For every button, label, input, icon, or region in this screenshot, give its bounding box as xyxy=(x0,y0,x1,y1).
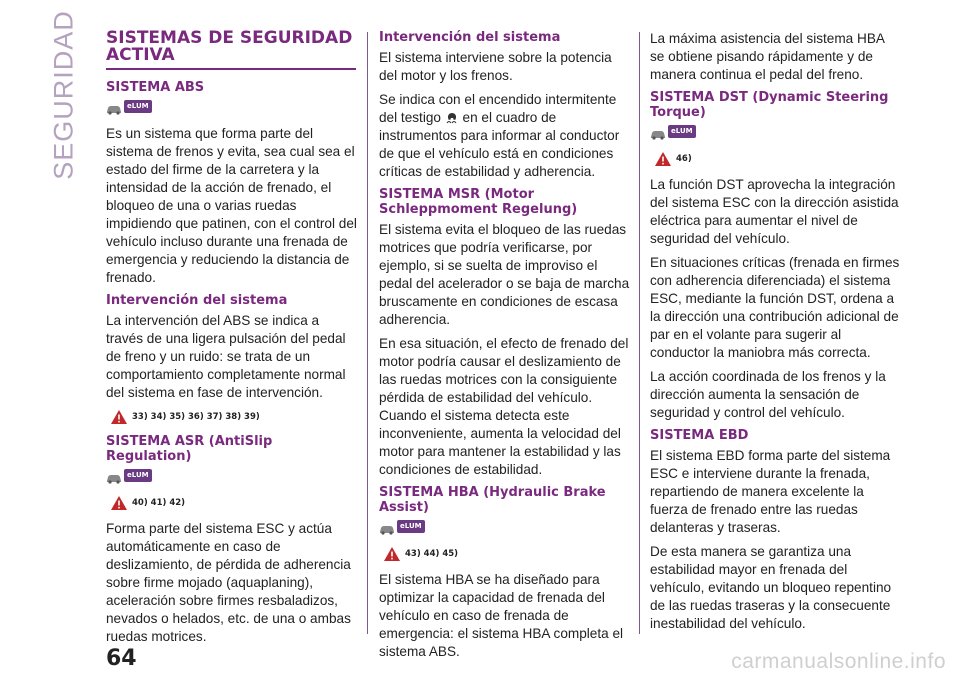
hba-icons xyxy=(379,519,631,539)
dst-icons xyxy=(650,124,902,144)
ebd-heading: SISTEMA EBD xyxy=(650,428,749,443)
dst-heading: SISTEMA DST (Dynamic Steering Torque) xyxy=(650,90,889,120)
warning-triangle-icon xyxy=(654,151,672,167)
section-side-label xyxy=(44,10,84,180)
hba-continued-paragraph: La máxima asistencia del sistema HBA se obtiene pisando rápidamente y de manera continua el pedal del freno. xyxy=(650,31,885,82)
elum-badge: eLUM xyxy=(124,100,152,113)
car-icon xyxy=(379,523,395,535)
elum-badge: eLUM xyxy=(124,469,152,482)
car-icon xyxy=(650,128,666,140)
intervention-text-b: en el cuadro de instrumentos para informar al conductor de que el vehículo está en condiciones críticas de estabilidad y adherencia. xyxy=(379,110,620,179)
intervention-paragraph-1: El sistema interviene sobre la potencia del motor y los frenos. xyxy=(379,50,612,83)
intervention-heading: Intervención del sistema xyxy=(379,30,561,45)
section-side-label-text: SEGURIDAD xyxy=(48,10,79,180)
ebd-paragraph-1: El sistema EBD forma parte del sistema ESC e interviene durante la frenada, repartiendo de manera excelente la fuerza de frenado entre las ruedas delanteras y traseras. xyxy=(650,448,891,535)
asr-icons xyxy=(106,468,358,488)
intervention-paragraph-2 xyxy=(379,91,631,181)
msr-paragraph-1: El sistema evita el bloqueo de las ruedas motrices que podría verificarse, por ejemplo, si se suelta de improviso el pedal del acelerador o se baja de marcha bruscamente en condiciones de escasa adherencia. xyxy=(379,222,630,327)
elum-badge: eLUM xyxy=(397,520,425,533)
column-divider-2 xyxy=(639,32,640,634)
asr-heading: SISTEMA ASR (AntiSlip Regulation) xyxy=(106,434,273,464)
dst-paragraph-3: La acción coordinada de los frenos y la dirección aumenta la sensación de seguridad y control del vehículo. xyxy=(650,369,886,420)
ebd-paragraph-2: De esta manera se garantiza una estabilidad mayor en frenada del vehículo, evitando un bloqueo repentino de las ruedas traseras y la consecuente inestabilidad del vehículo. xyxy=(650,544,892,631)
intervention-text-a: Se indica con el encendido intermitente del testigo xyxy=(379,92,617,125)
elum-badge: eLUM xyxy=(668,125,696,138)
skid-warning-light-icon xyxy=(445,110,459,124)
column-3 xyxy=(650,30,902,639)
abs-paragraph: Es un sistema que forma parte del sistema de frenos y evita, sea cual sea el estado del firme de la carretera y la intensidad de la acción de frenado, el bloqueo de una o varias ruedas impidiendo que patinen, con el control del vehículo incluso durante una frenada de emergencia y reduciendo la distancia de frenado. xyxy=(106,126,357,285)
asr-refs: 40) 41) 42) xyxy=(132,498,186,508)
abs-intervention-paragraph: La intervención del ABS se indica a través de una ligera pulsación del pedal de freno y un ruido: se trata de un comportamiento completamente normal del sistema en fase de intervención. xyxy=(106,313,346,400)
dst-paragraph-2: En situaciones críticas (frenada en firmes con adherencia diferenciada) el sistema ESC, mediante la función DST, ordena a la dirección una contribución adicional de par en el volante para sugerir al conductor la maniobra más correcta. xyxy=(650,255,900,360)
hba-heading: SISTEMA HBA (Hydraulic Brake Assist) xyxy=(379,485,606,515)
page-title: SISTEMAS DE SEGURIDAD ACTIVA xyxy=(106,28,353,65)
abs-icons xyxy=(106,99,358,119)
car-icon xyxy=(106,103,122,115)
warning-triangle-icon xyxy=(110,495,128,511)
car-icon xyxy=(106,472,122,484)
asr-warning-refs xyxy=(110,494,358,512)
abs-intervention-heading: Intervención del sistema xyxy=(106,293,288,308)
warning-triangle-icon xyxy=(110,409,128,425)
hba-paragraph: El sistema HBA se ha diseñado para optimizar la capacidad de frenada del vehículo en caso de frenada de emergencia: el sistema HBA completa el sistema ABS. xyxy=(379,572,624,659)
warning-triangle-icon xyxy=(383,546,401,562)
hba-refs: 43) 44) 45) xyxy=(405,549,459,559)
msr-paragraph-2: En esa situación, el efecto de frenado del motor podría causar el deslizamiento de las ruedas motrices con la consiguiente pérdida de estabilidad del vehículo. Cuando el sistema detecta este inconveniente, aumenta la velocidad del motor para mantener la estabilidad y las condiciones de estabilidad. xyxy=(379,336,629,477)
column-divider-1 xyxy=(367,32,368,634)
abs-warning-refs xyxy=(110,408,358,426)
title-underline xyxy=(106,68,356,70)
column-1 xyxy=(106,30,358,652)
page-number: 64 xyxy=(106,646,137,671)
dst-paragraph-1: La función DST aprovecha la integración del sistema ESC con la dirección asistida eléctrica para aumentar el nivel de seguridad del vehículo. xyxy=(650,177,899,246)
column-2 xyxy=(379,30,631,667)
dst-refs: 46) xyxy=(676,154,692,164)
dst-warning-refs xyxy=(654,150,902,168)
watermark: carmanualsonline.info xyxy=(731,650,946,673)
asr-paragraph: Forma parte del sistema ESC y actúa automáticamente en caso de deslizamiento, de pérdida de adherencia sobre firme mojado (aquaplaning), aceleración sobre firmes resbaladizos, nevados o helados, etc. de una o ambas ruedas motrices. xyxy=(106,521,351,644)
hba-warning-refs xyxy=(383,545,631,563)
abs-refs: 33) 34) 35) 36) 37) 38) 39) xyxy=(132,412,260,422)
msr-heading: SISTEMA MSR (Motor Schleppmoment Regelung) xyxy=(379,187,578,217)
abs-heading: SISTEMA ABS xyxy=(106,80,205,95)
